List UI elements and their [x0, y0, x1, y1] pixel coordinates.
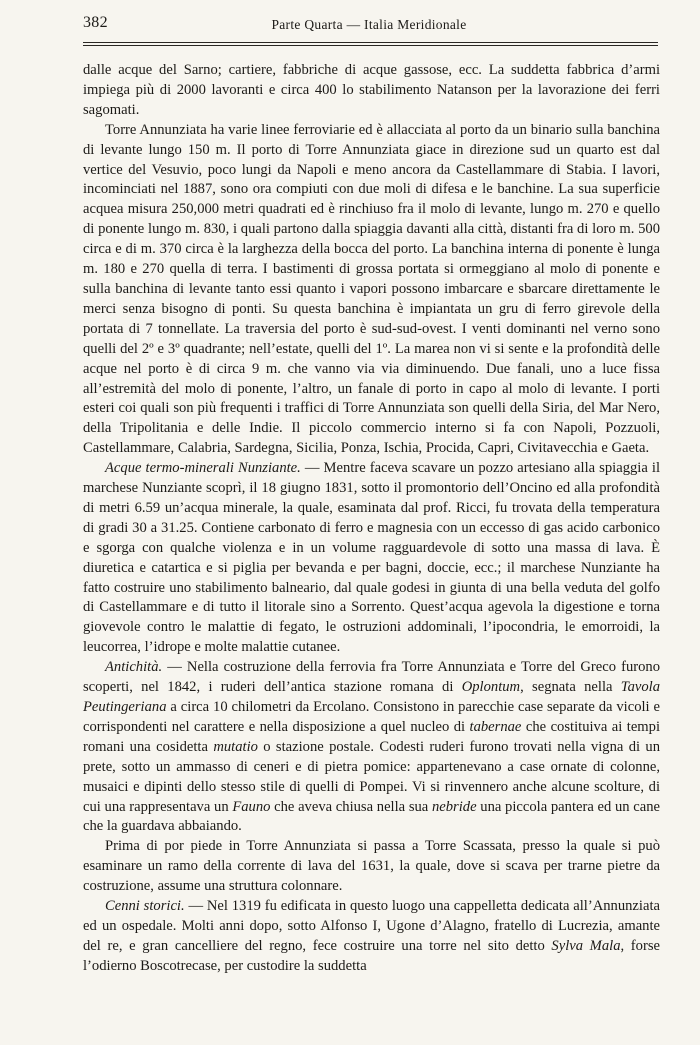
section-lead: Antichità.	[105, 659, 163, 676]
paragraph-segment: che costituiva ai tempi romani una cosidetta	[83, 718, 660, 755]
paragraph-lava-flow	[83, 837, 660, 897]
paragraph-segment: che aveva chiusa nella sua	[270, 798, 432, 815]
paragraph-mineral-waters	[83, 459, 660, 658]
paragraph-segment: , forse l’odierno Boscotrecase, per custodire la suddetta	[83, 937, 660, 974]
header-rule-thin	[83, 45, 658, 46]
paragraph-text: Torre Annunziata ha varie linee ferroviarie ed è allacciata al porto da un binario sulla banchina di levante lungo 150 m. Il porto di Torre Annunziata giace in direzione sud un quarto est dal vertice del Vesuvio, poco lungi da Napoli e meno ancora da Castellammare di Stabia. I lavori, incominciati nel 1887, sono ora compiuti con due moli di difesa e le banchine. La sua superficie acquea misura 250,000 metri quadrati ed è rinchiuso fra il molo di levante, lungo m. 270 e quello di ponente lungo m. 830, i quali partono dalla spiaggia davanti alla città, distanti fra di loro m. 500 circa e di m. 370 circa è la larghezza della bocca del porto. La banchina interna di ponente è lunga m. 180 e 270 quella di terra. I bastimenti di grossa portata si ormeggiano al molo di ponente e sulla banchina di levante tanto essi quanto i vapori possono imbarcare e sbarcare direttamente le merci senza bisogno di ponti. Su questa banchina è impiantata un gru di ferro girevole della portata di 7 tonnellate. La traversia del porto è sud-sud-ovest. I venti dominanti nel verno sono quelli del 2º e 3º quadrante; nell’estate, quelli del 1º. La marea non vi si sente e la profondità delle acque nel porto è di circa 9 m. che vanno via via diminuendo. Due fanali, uno a luce fissa all’estremità del molo di ponente, l’altro, un fanale di porto in capo al molo di levante. I porti esteri coi quali son più frequenti i traffici di Torre Annunziata son quelli della Siria, del Mar Nero, della Tripolitania e delle Indie. Il piccolo commercio interno si fa con Napoli, Pozzuoli, Castellammare, Calabria, Sardegna, Sicilia, Ponza, Ischia, Procida, Capri, Civitavecchia e Gaeta.	[83, 121, 660, 457]
paragraph-port	[83, 121, 660, 459]
paragraph-continuation	[83, 61, 660, 121]
page-number: 382	[83, 14, 108, 31]
italic-term: Fauno	[232, 798, 271, 815]
paragraph-segment: — Nel 1319 fu edificata in questo luogo una cappelletta dedicata all’Annunziata ed un ospedale. Molti anni dopo, sotto Alfonso I, Ugone d’Alagno, fratello di Lucrezia, amante del re, e gran cancelliere del regno, fece costruire una torre nel sito detto	[83, 898, 660, 954]
paragraph-segment: — Nella costruzione della ferrovia fra Torre Annunziata e Torre del Greco furono scoperti, nel 1842, i ruderi dell’antica stazione romana di	[83, 659, 660, 696]
paragraph-antiquities	[83, 658, 660, 837]
paragraph-text: — Mentre faceva scavare un pozzo artesiano alla spiaggia il marchese Nunziante scoprì, il 18 giugno 1831, sotto il promontorio dell’Oncino ed alla profondità di metri 6.59 un’acqua minerale, la quale, esaminata dal prof. Ricci, fu trovata della temperatura di gradi 30 a 31.25. Contiene carbonato di ferro e magnesia con un eccesso di gas acido carbonico e sgorga con qualche violenza e in un volume ragguardevole di sotto una massa di lava. È diuretica e catartica e si piglia per bevanda e per bagni, doccie, ecc.; il marchese Nunziante ha fatto costruire uno stabilimento balneario, dal quale godesi in giunta di una bella veduta del golfo di Castellammare e di tutto il litorale sino a Sorrento. Quest’acqua agevola la digestione e torna giovevole contro le malattie di fegato, le ostruzioni addominali, l’ipocondria, le emorroidi, la leucorrea, l’idrope e molte malattie cutanee.	[83, 460, 660, 656]
italic-term: Oplontum	[461, 679, 521, 696]
page-body	[83, 61, 660, 977]
header-rule	[83, 42, 658, 43]
running-head: Parte Quarta — Italia Meridionale	[271, 17, 467, 32]
paragraph-segment: o stazione postale. Codesti ruderi furono trovati nella vigna di un prete, sotto un ammasso di ceneri e di pietra pomice: appartenevano a case ornate di colonne, musaici e dipinti dello stesso stile di quelli di Pompei. Vi si rinvennero anche alcune scolture, di cui una rappresentava un	[83, 738, 660, 815]
italic-term: Tavola Peutingeriana	[83, 679, 660, 715]
section-lead: Cenni storici.	[105, 898, 185, 915]
paragraph-history	[83, 897, 660, 977]
italic-term: Sylva Mala	[551, 937, 621, 954]
italic-term: mutatio	[213, 738, 258, 755]
paragraph-text: Prima di por piede in Torre Annunziata si passa a Torre Scassata, presso la quale si può esaminare un ramo della corrente di lava del 1631, la quale, dove si scava per trarne pietre da costruzione, assume una struttura colonnare.	[83, 838, 660, 895]
page-header	[83, 14, 655, 36]
paragraph-segment: , segnata nella	[520, 679, 621, 696]
paragraph-segment: una piccola pantera ed un cane che la guardava abbaiando.	[83, 798, 660, 835]
italic-term: tabernae	[469, 718, 522, 735]
italic-term: nebride	[431, 798, 477, 815]
section-lead: Acque termo-minerali Nunziante.	[105, 460, 301, 477]
paragraph-segment: a circa 10 chilometri da Ercolano. Consistono in parecchie case separate da vicoli e corrispondenti nel carattere e nella disposizione a quel nucleo di	[83, 699, 660, 735]
paragraph-text: dalle acque del Sarno; cartiere, fabbriche di acque gassose, ecc. La suddetta fabbrica d’armi impiega più di 2000 lavoranti e circa 400 lo stabilimento Natanson per la lavorazione dei ferri sagomati.	[83, 62, 660, 118]
